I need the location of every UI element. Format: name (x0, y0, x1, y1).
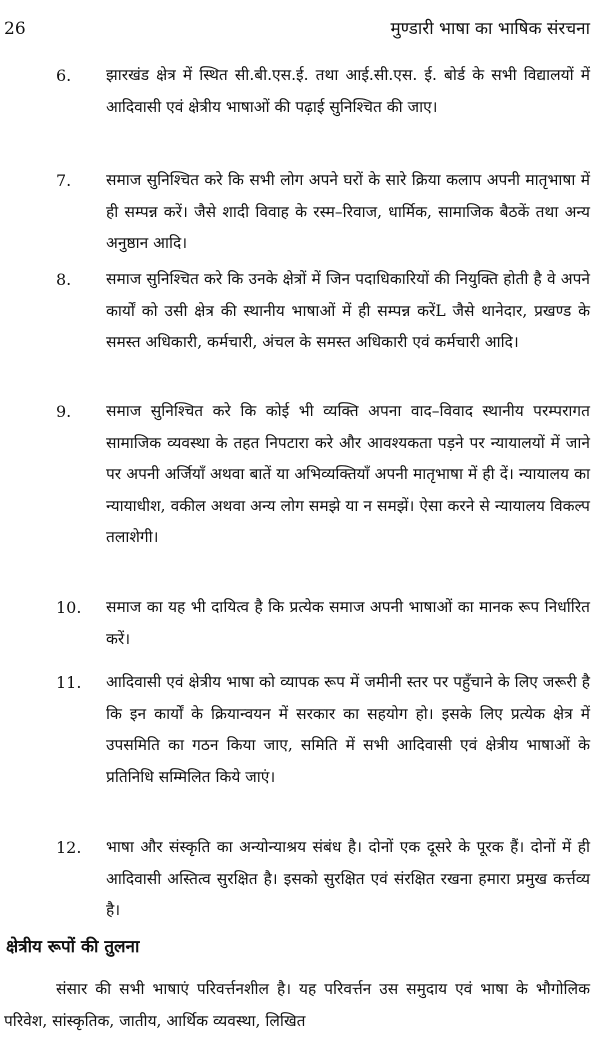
list-item-number: 11. (56, 673, 82, 692)
list-item-number: 6. (56, 66, 72, 85)
list-item-text: झारखंड क्षेत्र में स्थित सी.बी.एस.ई. तथा आई.सी.एस. ई. बोर्ड के सभी विद्यालयों में आदिवासी एवं क्षेत्रीय भाषाओं की पढ़ाई सुनिश्चित की जाए। (106, 66, 590, 116)
list-item-number: 10. (56, 598, 82, 617)
list-item-text: समाज सुनिश्चित करे कि सभी लोग अपने घरों के सारे क्रिया कलाप अपनी मातृभाषा में ही सम्पन्न करें। जैसे शादी विवाह के रस्म–रिवाज, धार्मिक, सामाजिक बैठकें तथा अन्य अनुष्ठान आदि। (106, 171, 590, 252)
list-item-number: 9. (56, 402, 72, 421)
list-item-text: आदिवासी एवं क्षेत्रीय भाषा को व्यापक रूप में जमीनी स्तर पर पहुँचाने के लिए जरूरी है कि इन कार्यों के क्रियान्वयन में सरकार का सहयोग हो। इसके लिए प्रत्येक क्षेत्र में उपसमिति का गठन किया जाए, समिति में सभी आदिवासी एवं क्षेत्रीय भाषाओं के प्रतिनिधि सम्मिलित किये जाएं। (106, 673, 590, 786)
list-item-text: समाज सुनिश्चित करे कि कोई भी व्यक्ति अपना वाद–विवाद स्थानीय परम्परागत सामाजिक व्यवस्था के तहत निपटारा करे और आवश्यकता पड़ने पर न्यायालयों में जाने पर अपनी अर्जियाँ अथवा बातें या अभिव्यक्तियाँ अपनी मातृभाषा में ही दें। न्यायालय का न्यायाधीश, वकील अथवा अन्य लोग समझे या न समझें। ऐसा करने से न्यायालय विकल्प तलाशेगी। (106, 402, 590, 546)
section-heading: क्षेत्रीय रूपों की तुलना (6, 937, 140, 957)
page-number: 26 (4, 19, 26, 39)
list-item-number: 12. (56, 838, 82, 857)
running-title: मुण्डारी भाषा का भाषिक संरचना (390, 19, 590, 39)
list-item-number: 8. (56, 270, 72, 289)
list-item-text: समाज का यह भी दायित्व है कि प्रत्येक समाज अपनी भाषाओं का मानक रूप निर्धारित करें। (106, 598, 590, 648)
body-paragraph: संसार की सभी भाषाएं परिवर्त्तनशील है। यह परिवर्त्तन उस समुदाय एवं भाषा के भौगोलिक परिवेश, सांस्कृतिक, जातीय, आर्थिक व्यवस्था, लिखित (4, 980, 590, 1030)
page-header (0, 14, 600, 44)
list-item-text: भाषा और संस्कृति का अन्योन्याश्रय संबंध है। दोनों एक दूसरे के पूरक हैं। दोनों में ही आदिवासी अस्तित्व सुरक्षित है। इसको सुरक्षित एवं संरक्षित रखना हमारा प्रमुख कर्त्तव्य है। (106, 838, 590, 919)
list-item-text: समाज सुनिश्चित करे कि उनके क्षेत्रों में जिन पदाधिकारियों की नियुक्ति होती है वे अपने कार्यों को उसी क्षेत्र की स्थानीय भाषाओं में ही सम्पन्न करेंL जैसे थानेदार, प्रखण्ड के समस्त अधिकारी, कर्मचारी, अंचल के समस्त अधिकारी एवं कर्मचारी आदि। (106, 270, 590, 351)
list-item-number: 7. (56, 171, 72, 190)
